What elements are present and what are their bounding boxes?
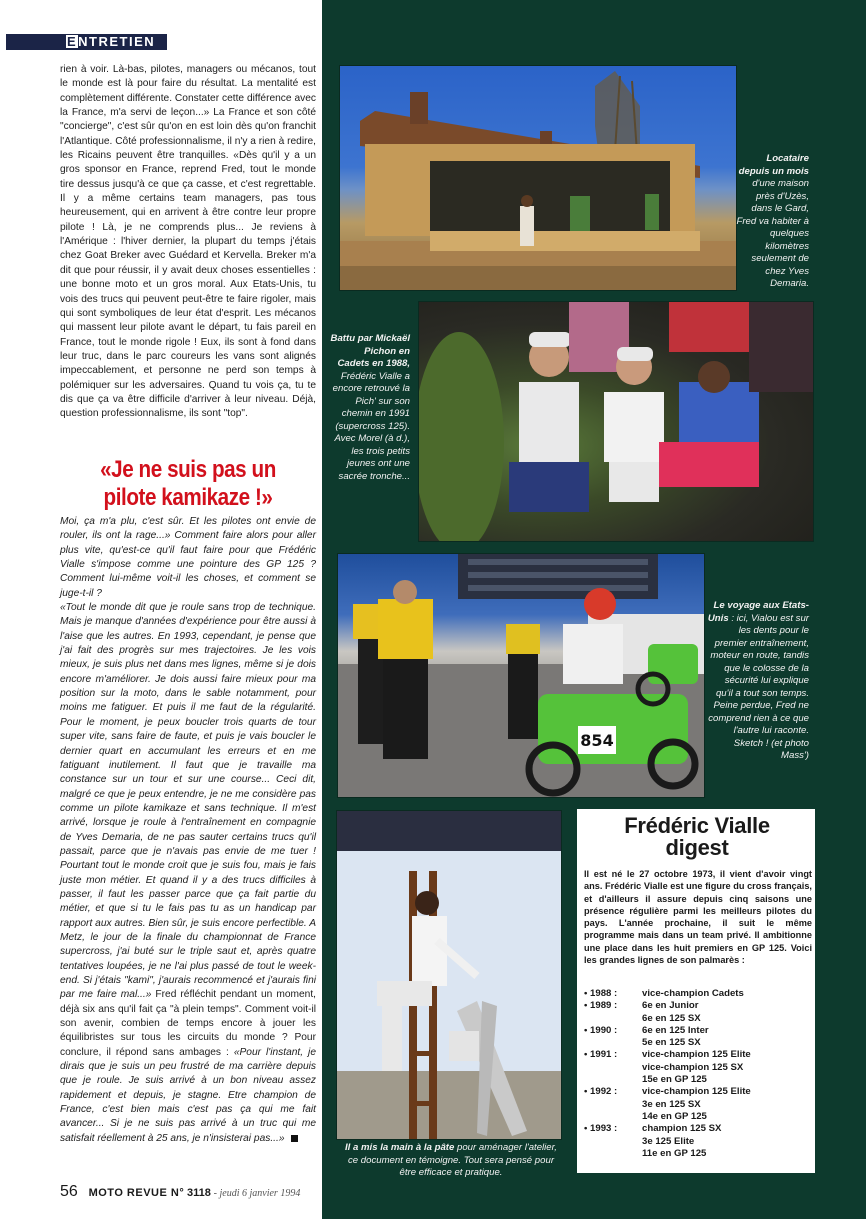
photo-house	[339, 65, 737, 291]
headline-line-1: «Je ne suis pas un	[100, 456, 276, 483]
page-number: 56	[60, 1183, 78, 1200]
house-illustration	[340, 66, 737, 291]
caption-painting-lead: Il a mis la main à la pâte	[345, 1142, 455, 1153]
photo-track	[337, 553, 705, 798]
palmares-results	[642, 1025, 812, 1050]
headline-line-2: pilote kamikaze !»	[103, 484, 273, 511]
magazine-name: MOTO REVUE N°	[88, 1187, 185, 1199]
caption-painting	[340, 1142, 562, 1180]
caption-painting-text: pour aménager l'atelier, ce document en témoigne. Tout sera pensé pour être efficace et pratique.	[347, 1142, 557, 1178]
issue-number: 3118	[187, 1187, 211, 1199]
palmares-result: vice-champion Cadets	[642, 988, 744, 999]
caption-house-text: d'une maison près d'Uzès, dans le Gard, Fred va habiter à quelques kilomètres seulement de chez Yves Demaria.	[736, 178, 809, 289]
end-mark-icon	[291, 1135, 298, 1142]
palmares-result: 5e en 125 SX	[642, 1037, 701, 1049]
palmares-result: 15e en GP 125	[642, 1074, 707, 1086]
palmares-result: 6e en 125 Inter	[642, 1024, 709, 1036]
palmares-result: 6e en Junior	[642, 1000, 699, 1012]
caption-group-text: Frédéric Vialle a encore retrouvé la Pich' sur son chemin en 1991 (supercross 125). Avec Morel (à d.), les trois petits jeunes ont une sacrée tronche...	[332, 370, 410, 482]
digest-title	[578, 815, 816, 859]
palmares-year: • 1991 :	[584, 1049, 618, 1061]
palmares-row	[584, 1049, 812, 1086]
article-headline	[78, 456, 298, 512]
palmares-result: vice-champion 125 Elite	[642, 1049, 751, 1061]
palmares-results	[642, 1123, 812, 1160]
digest-title-line-1: Frédéric Vialle	[624, 813, 770, 838]
section-tag	[6, 34, 167, 50]
palmares-results	[642, 1086, 812, 1123]
article-paragraph-2	[60, 515, 316, 1146]
digest-title-line-2: digest	[665, 835, 729, 860]
palmares-result: 3e en 125 SX	[642, 1098, 701, 1110]
digest-box	[577, 809, 815, 1173]
caption-group-lead: Battu par Mickaël Pichon en Cadets en 1988,	[330, 333, 410, 369]
palmares-result: 6e en 125 SX	[642, 1012, 701, 1024]
article-paragraph-1	[60, 63, 316, 422]
photo-group	[418, 301, 814, 542]
section-tag-initial: E	[67, 34, 78, 49]
palmares-result: 14e en GP 125	[642, 1110, 707, 1122]
palmares-year: • 1988 :	[584, 988, 618, 999]
article-text-2a: Moi, ça m'a plu, c'est sûr. Et les pilotes ont envie de rouler, ils ont la rage...» Comment faire alors pour aller plus vite, qu'est-ce qu'il faut faire pour que Frédéric Vialle s'impose comme une pointure des GP 125 ? Comment lui-même voit-il les choses, et comment se juge-t-il ?	[60, 516, 316, 599]
article-text-2b: «Tout le monde dit que je roule sans trop de technique. Mais je manque d'années d'expérience pour être aussi à l'aise que les autres. En 1993, cependant, je pense que j'ai fait des progrès sur mes trajectoires. Je les vois mieux, je suis plus net dans mes lignes, même si je dois encore m'améliorer. Je dois aussi faire mieux pour ma position sur la moto, dans le sable notamment, pour moins me fatiguer. Et puis il me faut de la régularité. Pour le moment, je peux boucler trois quarts de tour super vite, sans faire de faute, et puis je vais boucler le dernier quart en accumulant les erreurs et en me fatiguant inutilement. Il faut que je travaille ma constance sur un tour et sur une course... Ceci dit, malgré ce que je peux entendre, je ne me considère pas comme un pilote kamikaze et sans technique. Il m'est arrivé, lorsque je roule à l'entraînement en compagnie de Yves Demaria, de ne pas sauter certains trucs qu'il passait, parce que je n'avais pas envie de me tuer ! Pourtant tout le monde croit que je suis fou, mais je fais juste mon métier. Et quand il y a des trucs difficiles à passer, il faut les passer parce que ça fait partie du métier, et que si tu le fais pas tu as un handicap par rapport aux autres. Bien sûr, je suis encore perfectible. A Metz, le jour de la finale du championnat de France supercross, j'ai buté sur le triple saut et, après quatre tentatives loupées, je ne l'ai plus passé de tout le week-end. Si j'étais "kami", j'aurais recommencé et j'aurais fini par me faire mal...»	[60, 602, 316, 1001]
palmares-row	[584, 988, 812, 1000]
article-column	[0, 0, 322, 1219]
palmares-year: • 1990 :	[584, 1024, 618, 1036]
issue-date: - jeudi 6 janvier 1994	[213, 1188, 301, 1199]
caption-house	[733, 153, 809, 291]
palmares-result: champion 125 SX	[642, 1123, 722, 1135]
article-text-2d: «Pour l'instant, je dirais que je suis un peu frustré de ma carrière depuis que je roule. Je suis arrivé à un bon niveau assez rapidement et depuis, je stagne. Etre champion de France, c'est bien mais c'est pas ça qui me fait avancer... Si je ne suis pas arrivé à un truc qui me satisfait réellement à 25 ans, je n'insisterai pas...»	[60, 1046, 316, 1144]
palmares-result: 11e en GP 125	[642, 1147, 707, 1159]
painting-illustration	[337, 811, 562, 1140]
bike-number-plate: 854	[580, 731, 614, 750]
palmares-result: vice-champion 125 Elite	[642, 1086, 751, 1098]
palmares-row	[584, 1086, 812, 1123]
palmares-list	[584, 988, 812, 1160]
caption-usa	[707, 600, 809, 763]
group-illustration	[419, 302, 814, 542]
palmares-year: • 1989 :	[584, 1000, 618, 1012]
palmares-results	[642, 1049, 812, 1086]
caption-usa-text: : ici, Vialou est sur les dents pour le premier entraînement, moteur en route, tandis que le colosse de la sécurité lui explique qu'il a tout son temps. Peine perdue, Fred ne comprend rien à ce que l'autre lui raconte. Sketch ! (et photo Mass')	[708, 612, 809, 761]
page-footer	[60, 1183, 322, 1203]
article-text-2c: Fred réfléchit pendant un moment, déjà six ans qu'il fait ça "à plein temps". Comment voit-il son avenir, combien de temps encore à jouer les équilibristes sur tous les circuits du monde ? Pour conclure, il répond sans ambages :	[60, 989, 316, 1058]
caption-group	[330, 333, 410, 483]
digest-intro: Il est né le 27 octobre 1973, il vient d'avoir vingt ans. Frédéric Vialle est une figure du cross français, et d'ailleurs il assure depuis cinq saisons une présence régulière parmi les meilleurs pilotes du pays. L'année prochaine, il suit le même programme mais dans un team privé. Il ambitionne une place dans les huit premiers en GP 125. Voici les grandes lignes de son palmarès :	[584, 869, 812, 966]
article-text-1: rien à voir. Là-bas, pilotes, managers ou mécanos, tout le monde est là pour faire du résultat. La mentalité est complètement différente. Constater cette différence avec la France, m'a servi de leçon...» La France et son côté "concierge", c'est sûr qu'on en est loin dès qu'on franchit l'Atlantique. Côté professionnalisme, il n'y a rien à redire, les Ricains peuvent être tranquilles. «Dès qu'il y a un gros sponsor en France, reprend Fred, tout le monde tire dessus jusqu'à ce que ça casse, et c'est regrettable. Il y a même certains team managers, pas tous heureusement, qui en arrivent à être contre leur propre pilote ! Là, je ne comprends plus... Je reviens à l'Amérique : l'hiver dernier, la plupart du temps j'étais chez Goat Breker avec Guédard et Kervella. Breker m'a dit que pour réussir, il y avait deux choses essentielles : une bonne moto et un gros moral. Aux Etats-Unis, tu vois des trucs qui peuvent peut-être te faire rigoler, mais qui sont symboliques de leur état d'esprit. Les mécanos qui massent leur pilote avant le départ, tu fais pareil en France, tout le monde rigole ! Eux, ils sont à fond dans leur truc, dans le parc coureurs les vans sont alignés impeccablement, et personne ne perd son temps à polémiquer sur les adversaires. Quand tu vois ça, tu te dis que ça va être difficile d'arriver à leur niveau. Déjà, question professionnalisme, ils sont "top".	[60, 64, 316, 420]
caption-house-lead: Locataire depuis un mois	[738, 153, 809, 177]
track-illustration	[338, 554, 705, 798]
palmares-row	[584, 1000, 812, 1025]
photo-painting	[336, 810, 562, 1140]
palmares-result: vice-champion 125 SX	[642, 1061, 744, 1073]
palmares-result: 3e 125 Elite	[642, 1135, 695, 1147]
palmares-results	[642, 1000, 812, 1025]
palmares-year: • 1993 :	[584, 1123, 618, 1135]
palmares-row	[584, 1025, 812, 1050]
palmares-year: • 1992 :	[584, 1086, 618, 1098]
caption-usa-lead: Le voyage aux Etats-Unis	[707, 600, 809, 624]
palmares-results	[642, 988, 812, 1000]
palmares-row	[584, 1123, 812, 1160]
section-tag-label: NTRETIEN	[78, 34, 156, 49]
